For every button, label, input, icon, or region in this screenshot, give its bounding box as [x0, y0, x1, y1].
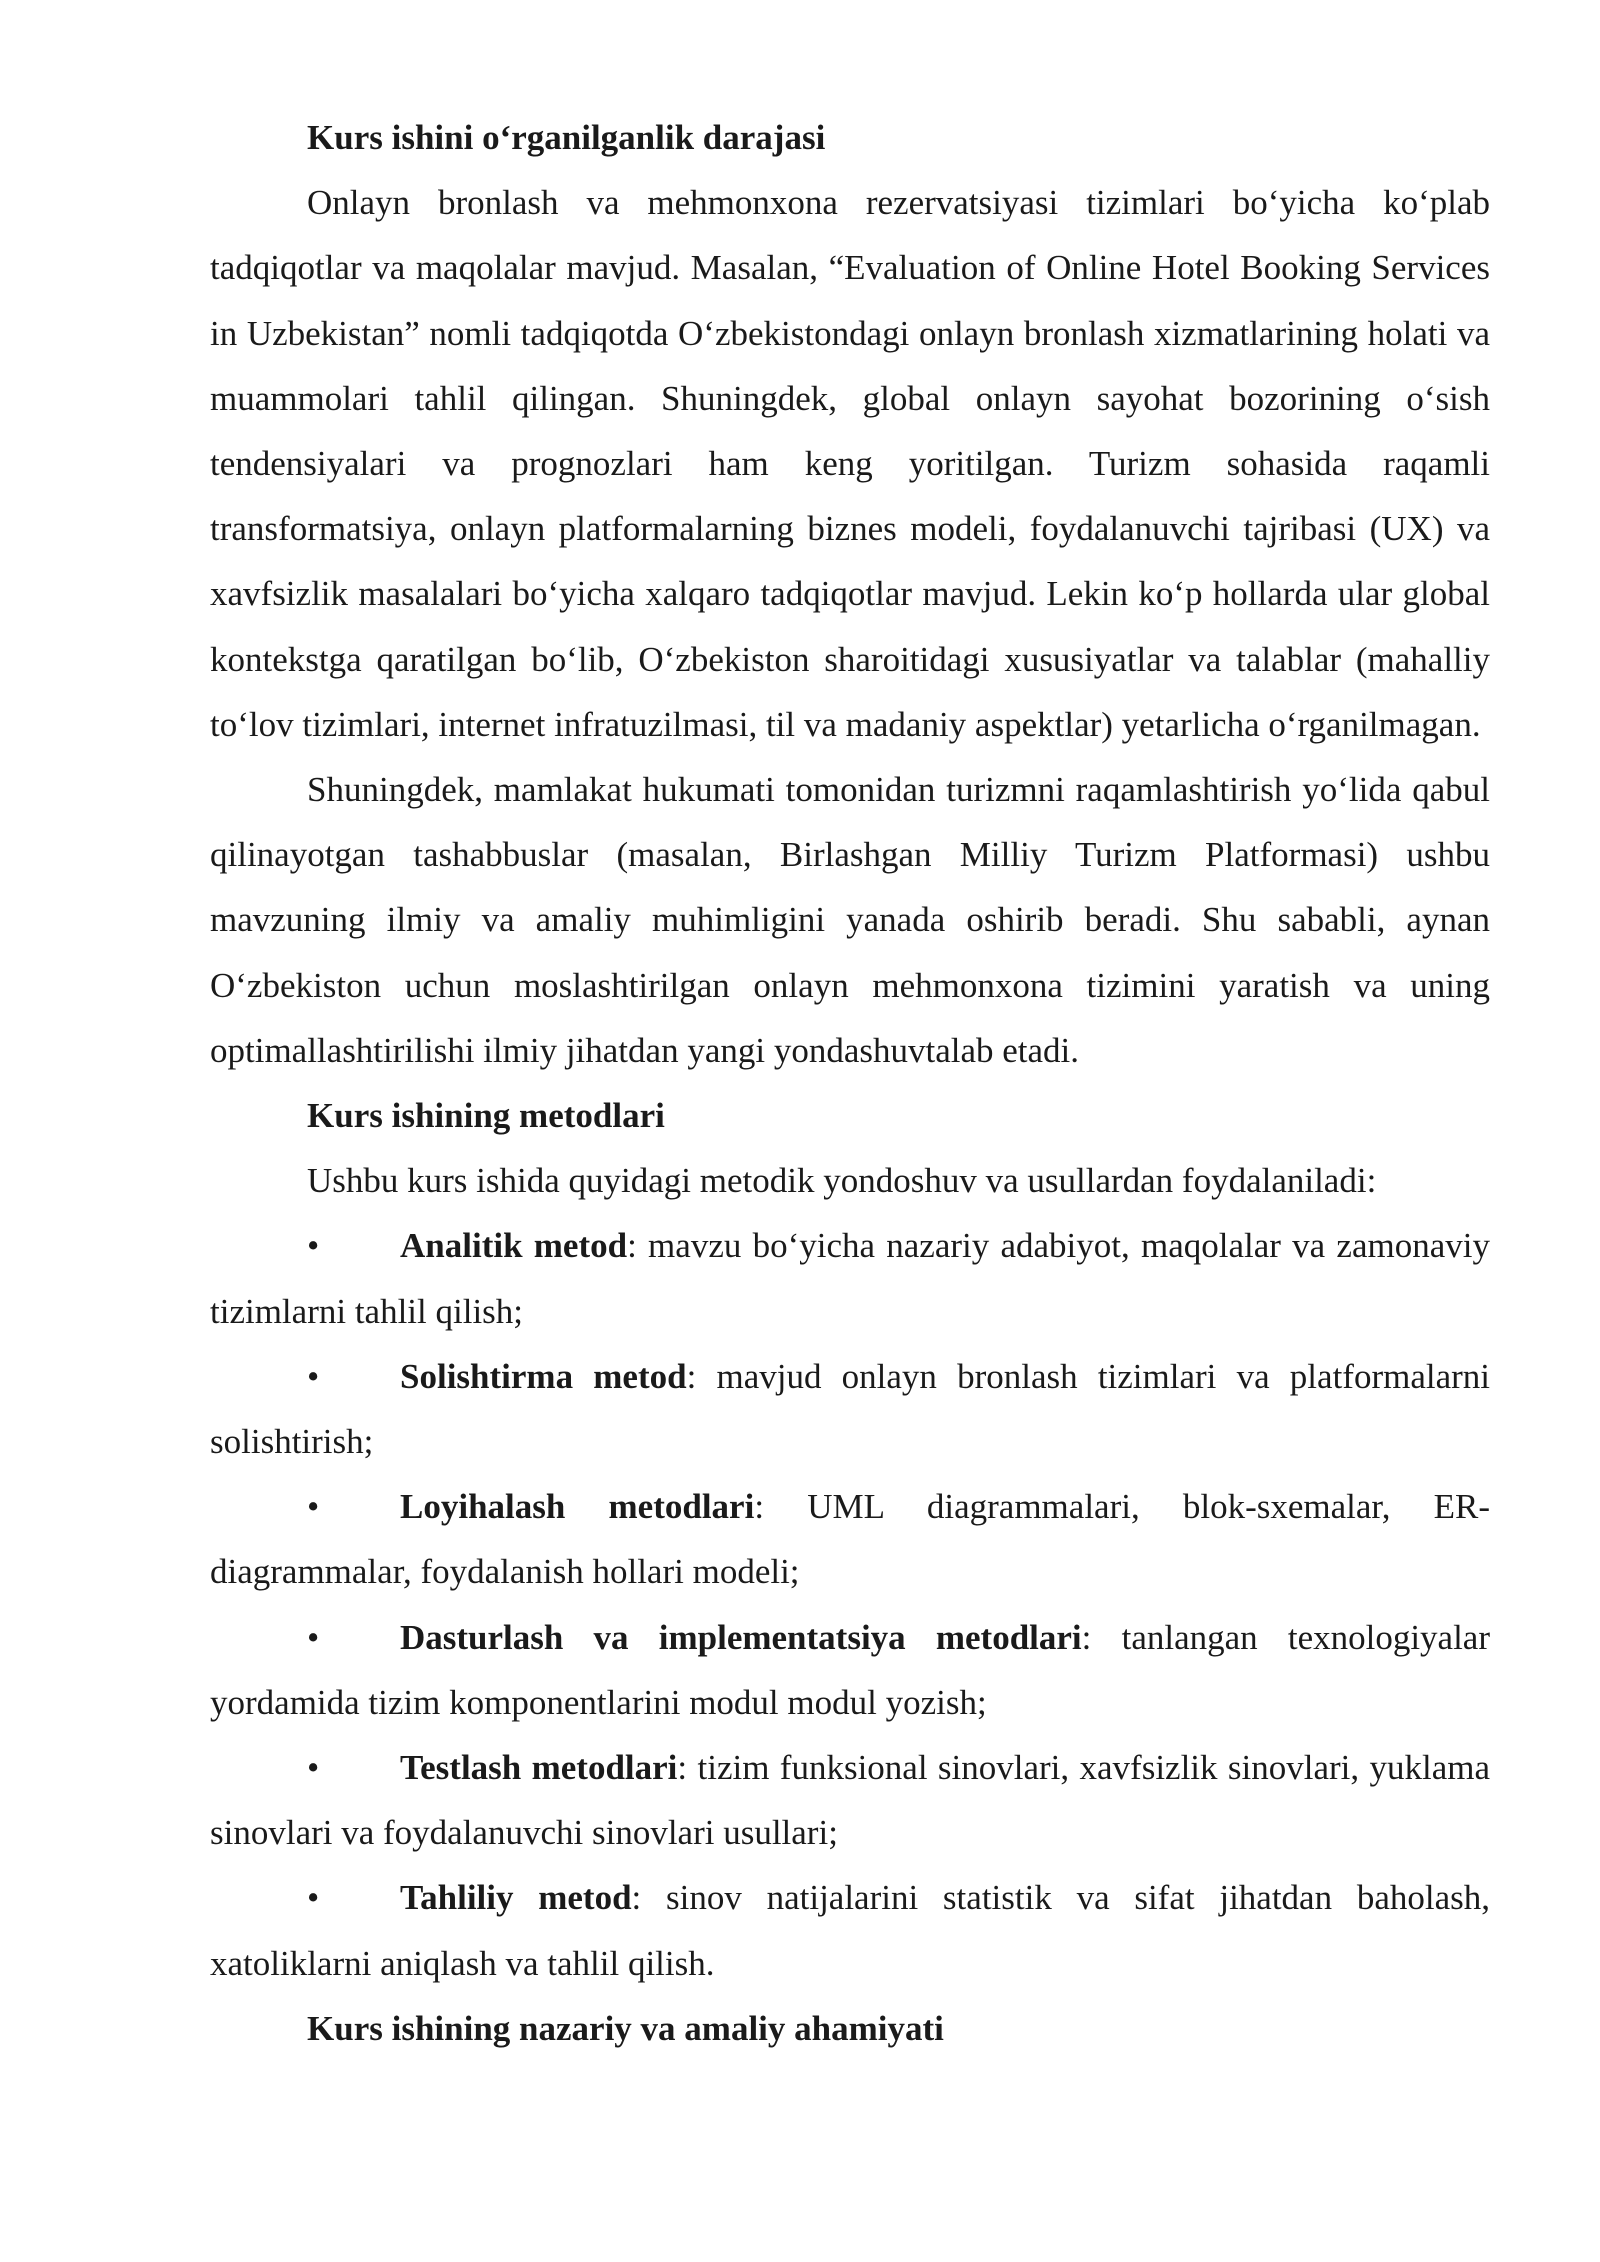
method-description: : mavzu bo‘yicha nazariy adabiyot, maqolalar va zamonaviy tizimlarni tahlil qilish; — [210, 1226, 1490, 1331]
bullet-icon: • — [307, 1356, 320, 1396]
method-term: Solishtirma metod — [400, 1356, 687, 1396]
method-item-programming — [210, 1605, 1490, 1735]
method-description: : tanlangan texnologiyalar yordamida tizim komponentlarini modul modul yozish; — [210, 1617, 1490, 1722]
method-term: Loyihalash metodlari — [400, 1487, 755, 1527]
bullet-icon: • — [307, 1617, 320, 1657]
method-item-comparative — [210, 1344, 1490, 1474]
paragraph-government-initiatives: Shuningdek, mamlakat hukumati tomonidan turizmni raqamlashtirish yo‘lida qabul qilinayotgan tashabbuslar (masalan, Birlashgan Milliy Turizm Platformasi) ushbu mavzuning ilmiy va amaliy muhimligini yanada oshirib beradi. Shu sababli, aynan O‘zbekiston uchun moslashtirilgan onlayn mehmonxona tizimini yaratish va uning optimallashtirilishi ilmiy jihatdan yangi yondashuvtalab etadi. — [210, 770, 1490, 1070]
method-item-testing — [210, 1735, 1490, 1865]
method-term: Analitik metod — [400, 1226, 628, 1266]
section-heading-methods: Kurs ishining metodlari — [307, 1096, 665, 1136]
section-heading-study-level: Kurs ishini o‘rganilganlik darajasi — [307, 118, 826, 157]
document-page — [210, 105, 1490, 2061]
method-term: Testlash metodlari — [400, 1748, 678, 1788]
method-description: : mavjud onlayn bronlash tizimlari va platformalarni solishtirish; — [210, 1356, 1490, 1462]
method-description: : tizim funksional sinovlari, xavfsizlik sinovlari, yuklama sinovlari va foydalanuvchi sinovlari usullari; — [210, 1748, 1491, 1853]
bullet-icon: • — [307, 1878, 320, 1918]
method-item-analysis — [210, 1865, 1490, 1995]
paragraph-research-overview: Onlayn bronlash va mehmonxona rezervatsiyasi tizimlari bo‘yicha ko‘plab tadqiqotlar va maqolalar mavjud. Masalan, “Evaluation of Online Hotel Booking Services in Uzbekistan” nomli tadqiqotda O‘zbekistondagi onlayn bronlash xizmatlarining holati va muammolari tahlil qilingan. Shuningdek, global onlayn sayohat bozorining o‘sish tendensiyalari va prognozlari ham keng yoritilgan. Turizm sohasida raqamli transformatsiya, onlayn platformalarning biznes modeli, foydalanuvchi tajribasi (UX) va xavfsizlik masalalari bo‘yicha xalqaro tadqiqotlar mavjud. Lekin ko‘p hollarda ular global kontekstga qaratilgan bo‘lib, O‘zbekiston sharoitidagi xususiyatlar va talablar (mahalliy to‘lov tizimlari, internet infratuzilmasi, til va madaniy aspektlar) yetarlicha o‘rganilmagan. — [210, 183, 1490, 744]
method-item-analytic — [210, 1213, 1490, 1343]
bullet-icon: • — [307, 1226, 320, 1266]
method-term: Tahliliy metod — [400, 1878, 632, 1918]
method-term: Dasturlash va implementatsiya metodlari — [400, 1617, 1082, 1657]
method-description: : sinov natijalarini statistik va sifat jihatdan baholash, xatoliklarni aniqlash va tahlil qilish. — [210, 1878, 1490, 1983]
bullet-icon: • — [307, 1487, 320, 1527]
method-description: : UML diagrammalari, blok-sxemalar, ER-diagrammalar, foydalanish hollari modeli; — [210, 1487, 1490, 1592]
method-item-design — [210, 1474, 1490, 1604]
section-heading-significance: Kurs ishining nazariy va amaliy ahamiyati — [307, 2008, 944, 2048]
bullet-icon: • — [307, 1748, 320, 1788]
paragraph-methods-intro: Ushbu kurs ishida quyidagi metodik yondoshuv va usullardan foydalaniladi: — [307, 1161, 1377, 1201]
